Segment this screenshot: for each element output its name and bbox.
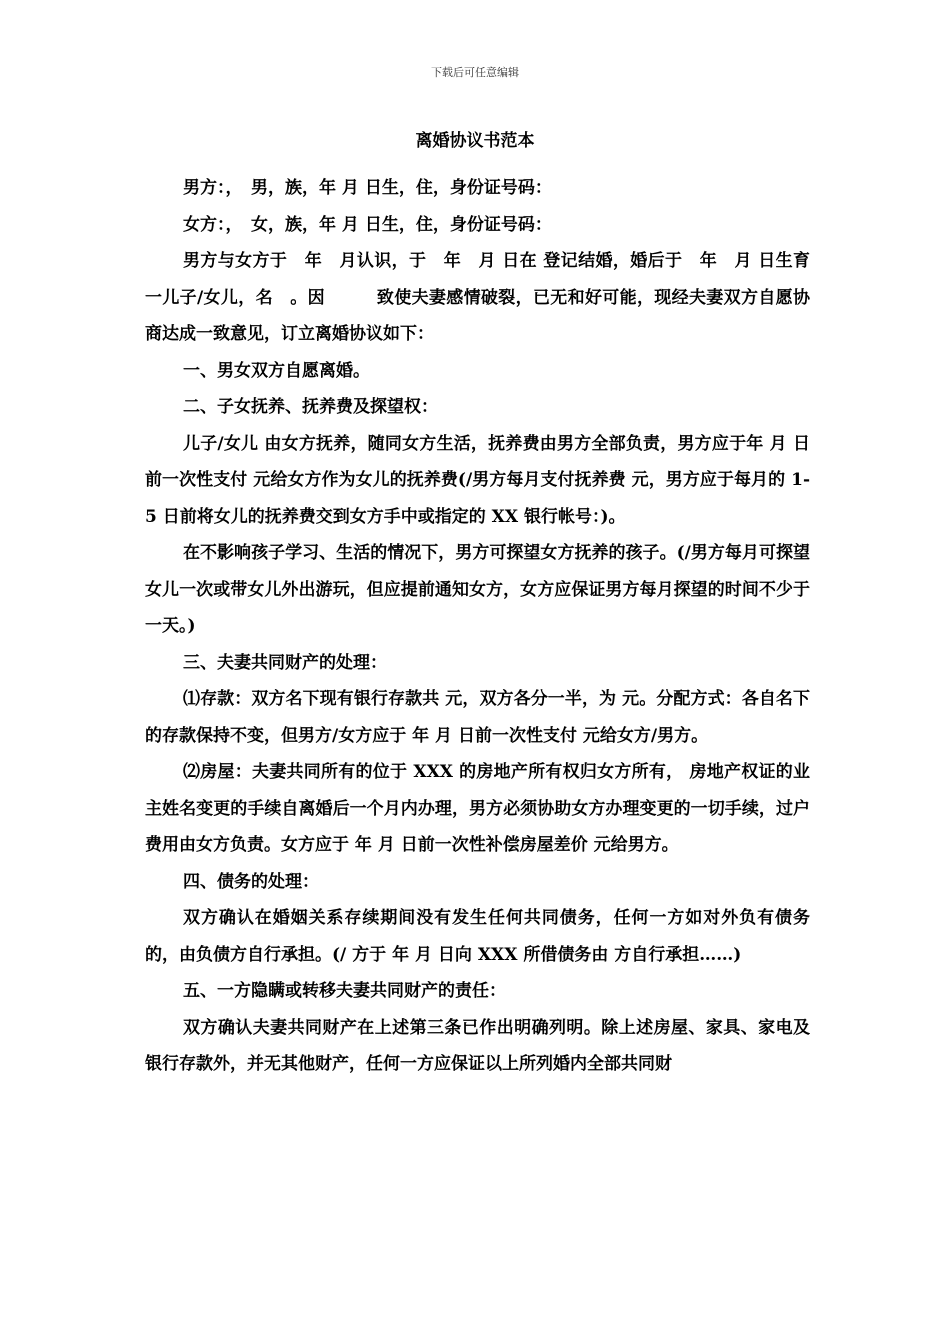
header-note: 下载后可任意编辑 <box>431 66 519 79</box>
paragraph-concealment: 双方确认夫妻共同财产在上述第三条已作出明确列明。除上述房屋、家具、家电及银行存款外，并无其他财产，任何一方应保证以上所列婚内全部共同财 <box>145 1017 810 1074</box>
paragraph-house: ⑵房屋：夫妻共同所有的位于 XXX 的房地产所有权归女方所有， 房地产权证的业主姓名变更的手续自离婚后一个月内办理，男方必须协助女方办理变更的一切手续，过户费用由女方负责。女方应于 年 月 日前一次性补偿房屋差价 元给男方。 <box>145 762 810 855</box>
paragraph-male-party: 男方：， 男，族，年 月 日生，住，身份证号码： <box>183 178 552 198</box>
paragraph-debt: 双方确认在婚姻关系存续期间没有发生任何共同债务，任何一方如对外负有债务的，由负债方自行承担。(/ 方于 年 月 日向 XXX 所借债务由 方自行承担……) <box>145 908 810 965</box>
paragraph-visitation: 在不影响孩子学习、生活的情况下，男方可探望女方抚养的孩子。(/男方每月可探望女儿一次或带女儿外出游玩，但应提前通知女方，女方应保证男方每月探望的时间不少于一天。) <box>145 543 810 636</box>
section-heading-concealment: 五、一方隐瞒或转移夫妻共同财产的责任： <box>183 981 506 1001</box>
section-heading-custody: 二、子女抚养、抚养费及探望权： <box>183 397 438 417</box>
section-heading-property: 三、夫妻共同财产的处理： <box>183 652 387 673</box>
section-heading-divorce: 一、男女双方自愿离婚。 <box>183 360 370 381</box>
paragraph-background: 男方与女方于 年 月认识，于 年 月 日在 登记结婚，婚后于 年 月 日生育一儿子/女儿，名 。因 致使夫妻感情破裂，已无和好可能，现经夫妻双方自愿协商达成一致意见，订立离婚协议如下： <box>145 251 810 344</box>
paragraph-custody: 儿子/女儿 由女方抚养，随同女方生活，抚养费由男方全部负责，男方应于年 月 日前一次性支付 元给女方作为女儿的抚养费(/男方每月支付抚养费 元，男方应于每月的 1-5 日前将女儿的抚养费交到女方手中或指定的 XX 银行帐号：)。 <box>145 433 810 527</box>
paragraph-female-party: 女方：， 女，族，年 月 日生，住，身份证号码： <box>183 214 552 235</box>
paragraph-savings: ⑴存款：双方名下现有银行存款共 元，双方各分一半，为 元。分配方式：各自名下的存款保持不变，但男方/女方应于 年 月 日前一次性支付 元给女方/男方。 <box>145 689 810 746</box>
section-heading-debt: 四、债务的处理： <box>183 871 319 892</box>
document-title: 离婚协议书范本 <box>415 131 535 151</box>
document-body <box>145 170 810 1083</box>
